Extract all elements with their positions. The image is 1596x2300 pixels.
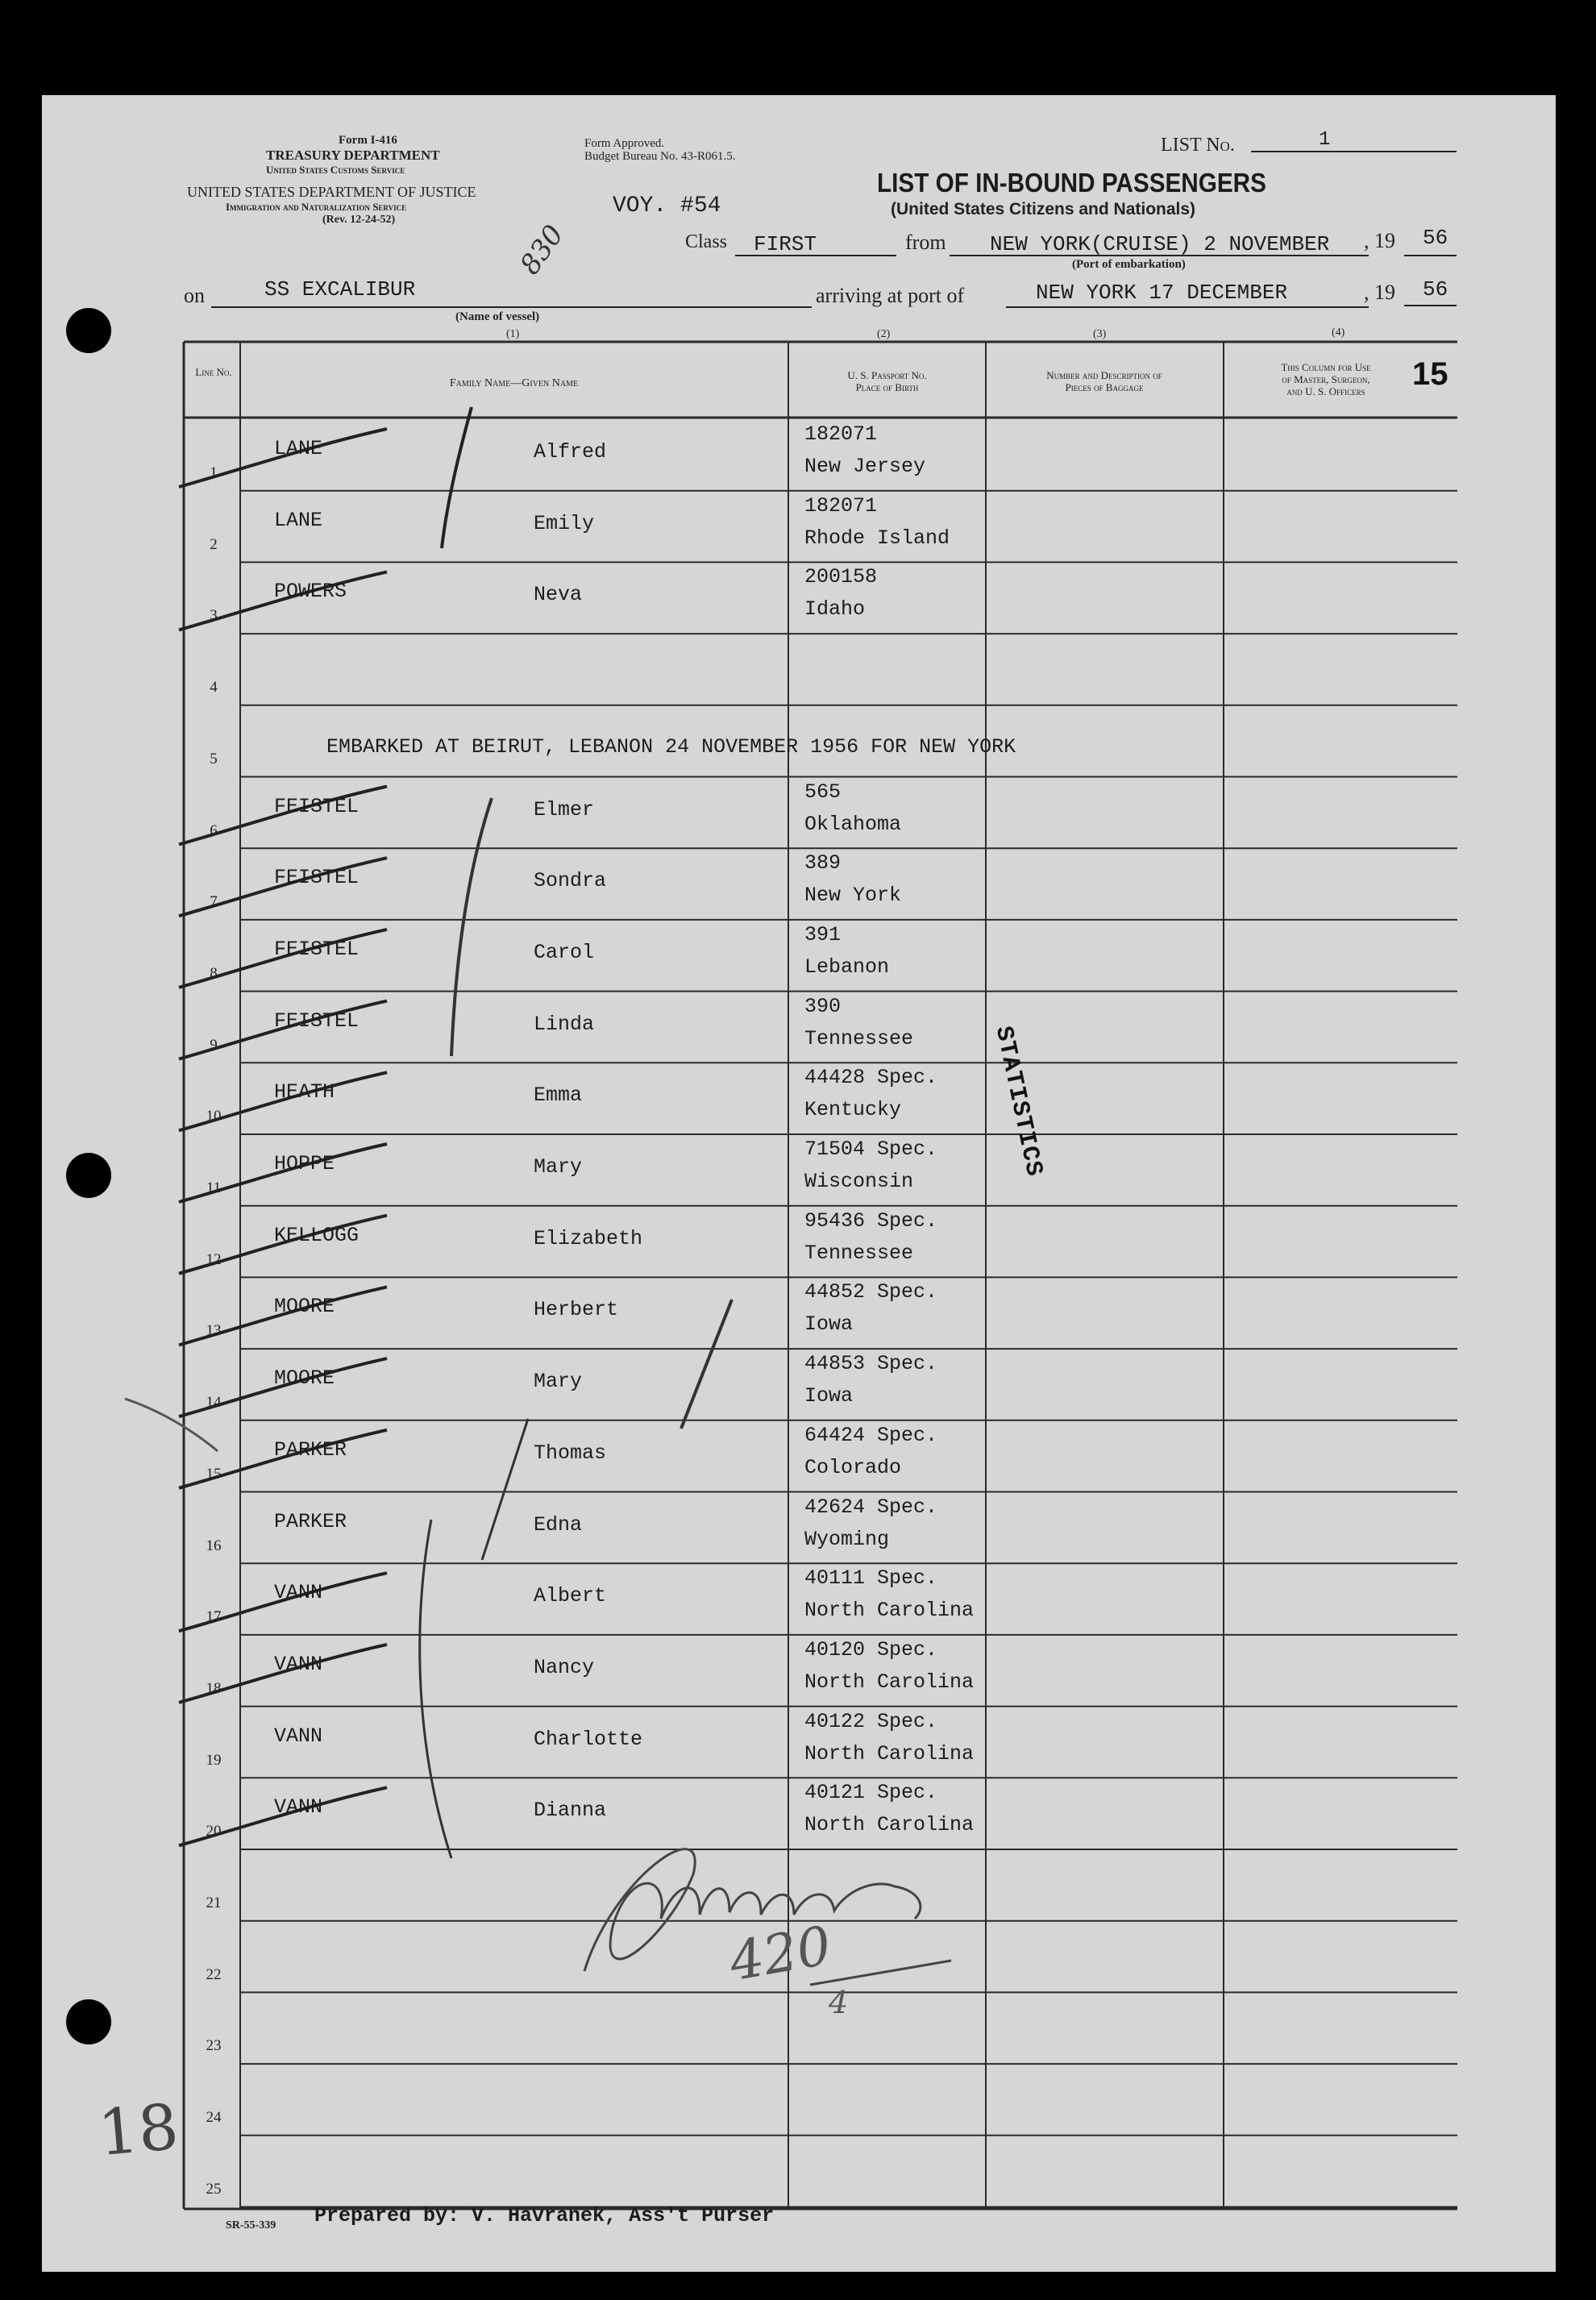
vessel-name: SS EXCALIBUR [264, 277, 416, 302]
port-embark-label: (Port of embarkation) [1072, 258, 1186, 271]
family-name: FEISTEL [274, 794, 360, 818]
place-of-birth: North Carolina [804, 1670, 975, 1694]
given-name: Herbert [534, 1298, 619, 1322]
row-line-number: 3 [210, 607, 218, 625]
row-line-number: 13 [206, 1322, 222, 1340]
form-number: Form I-416 [339, 134, 397, 147]
passport-number: 200158 [804, 565, 878, 589]
place-of-birth: Iowa [804, 1384, 854, 1408]
on-label: on [184, 284, 205, 307]
place-of-birth: Kentucky [804, 1098, 902, 1122]
row-line-number: 7 [210, 893, 218, 911]
passport-number: 71504 Spec. [804, 1138, 938, 1161]
given-name: Neva [534, 583, 583, 607]
family-name: KELLOGG [274, 1223, 360, 1247]
family-name: HEATH [274, 1080, 335, 1104]
given-name: Emily [534, 511, 595, 535]
place-of-birth: Iowa [804, 1312, 854, 1337]
row-line-number: 11 [206, 1179, 222, 1196]
passport-number: 182071 [804, 422, 878, 446]
row-line-number: 6 [210, 821, 218, 839]
family-name: VANN [274, 1652, 323, 1676]
officer-mark-15: 15 [1412, 356, 1448, 392]
col-num-2: (2) [877, 328, 891, 340]
given-name: Alfred [534, 440, 607, 464]
class-label: Class [685, 231, 728, 252]
bracket-mark-3 [420, 1520, 451, 1858]
from-label: from [905, 231, 946, 254]
passport-number: 44852 Spec. [804, 1280, 938, 1304]
row-line-number: 2 [210, 535, 218, 553]
col-header-name: Family Name—Given Name [449, 377, 579, 389]
given-name: Elizabeth [534, 1226, 643, 1250]
place-of-birth: North Carolina [804, 1599, 975, 1623]
list-subtitle: (United States Citizens and Nationals) [891, 200, 1196, 218]
family-name: MOORE [274, 1366, 335, 1391]
family-name: FEISTEL [274, 1009, 360, 1033]
given-name: Linda [534, 1012, 595, 1036]
family-name: MOORE [274, 1295, 335, 1319]
row-line-number: 22 [206, 1965, 222, 1983]
family-name: HOPPE [274, 1152, 335, 1175]
row-line-number: 16 [206, 1537, 222, 1554]
margin-tick [125, 1399, 218, 1451]
given-name: Edna [534, 1512, 583, 1537]
row-line-number: 14 [206, 1394, 222, 1412]
arriving-value: NEW YORK 17 DECEMBER [1036, 281, 1288, 305]
col-header-baggage-2: Pieces of Baggage [1065, 381, 1144, 393]
year-value-1: 56 [1423, 226, 1448, 250]
place-of-birth: Idaho [804, 597, 866, 622]
family-name: VANN [274, 1724, 323, 1748]
given-name: Nancy [534, 1655, 595, 1679]
given-name: Sondra [534, 869, 607, 893]
family-name: VANN [274, 1581, 323, 1605]
arriving-label: arriving at port of [816, 284, 965, 307]
given-name: Thomas [534, 1441, 607, 1465]
slash-mark-1 [681, 1300, 732, 1429]
passport-number: 44428 Spec. [804, 1066, 938, 1090]
place-of-birth: North Carolina [804, 1813, 975, 1837]
given-name: Charlotte [534, 1727, 643, 1751]
prepared-by: Prepared by: V. Havranek, Ass't Purser [314, 2204, 775, 2227]
passport-number: 391 [804, 922, 842, 946]
passport-number: 40121 Spec. [804, 1781, 938, 1805]
passport-number: 40111 Spec. [804, 1566, 938, 1591]
row-line-number: 15 [206, 1465, 222, 1483]
family-name: FEISTEL [274, 937, 360, 961]
voyage-number: VOY. #54 [613, 193, 721, 218]
col-header-line-no: Line No. [195, 366, 232, 378]
family-name: PARKER [274, 1437, 347, 1462]
given-name: Elmer [534, 797, 595, 821]
row-line-number: 4 [210, 679, 218, 697]
col-num-1: (1) [506, 328, 520, 340]
row-line-number: 5 [210, 750, 218, 767]
row-line-number: 9 [210, 1036, 218, 1054]
margin-number-18: 18 [95, 2090, 181, 2171]
given-name: Mary [534, 1155, 583, 1179]
row-line-number: 1 [210, 464, 218, 481]
form-approved: Form Approved. [584, 137, 665, 150]
customs-service: United States Customs Service [266, 164, 405, 176]
row-line-number: 25 [206, 2180, 222, 2198]
row-line-number: 19 [206, 1751, 222, 1769]
embarked-note: EMBARKED AT BEIRUT, LEBANON 24 NOVEMBER 1956 FOR NEW YORK [326, 735, 1016, 759]
signature-scrawl [584, 1849, 921, 1971]
given-name: Carol [534, 940, 595, 964]
bracket-mark-1 [442, 407, 472, 548]
form-code: SR-55-339 [226, 2219, 276, 2231]
place-of-birth: Rhode Island [804, 526, 950, 550]
passport-number: 390 [804, 994, 842, 1018]
passport-number: 565 [804, 780, 842, 804]
given-name: Dianna [534, 1799, 607, 1823]
col-header-officers-3: and U. S. Officers [1286, 385, 1365, 397]
treasury-dept: TREASURY DEPARTMENT [266, 148, 440, 163]
col-num-4: (4) [1332, 326, 1345, 339]
year-prefix-1: , 19 [1364, 229, 1395, 252]
family-name: LANE [274, 508, 323, 532]
year-prefix-2: , 19 [1364, 281, 1395, 304]
passport-number: 42624 Spec. [804, 1495, 938, 1519]
family-name: VANN [274, 1795, 323, 1820]
handwritten-830: 830 [513, 218, 571, 281]
place-of-birth: Lebanon [804, 955, 890, 979]
place-of-birth: North Carolina [804, 1741, 975, 1766]
passport-number: 64424 Spec. [804, 1423, 938, 1447]
row-line-number: 24 [206, 2109, 222, 2127]
col-header-officers-1: This Column for Use [1281, 361, 1371, 373]
place-of-birth: Tennessee [804, 1241, 914, 1265]
slash-mark-2 [482, 1419, 528, 1560]
row-line-number: 20 [206, 1823, 222, 1840]
place-of-birth: Oklahoma [804, 812, 902, 836]
list-no-value: 1 [1319, 129, 1331, 151]
class-value: FIRST [754, 232, 817, 256]
row-line-number: 10 [206, 1108, 222, 1125]
col-header-passport-2: Place of Birth [855, 381, 919, 393]
budget-bureau: Budget Bureau No. 43-R061.5. [584, 150, 736, 163]
from-value: NEW YORK(CRUISE) 2 NOVEMBER [990, 232, 1330, 256]
statistics-stamp: STATISTICS [988, 1024, 1048, 1179]
passport-number: 40120 Spec. [804, 1637, 938, 1662]
place-of-birth: New York [804, 884, 902, 908]
col-num-3: (3) [1093, 328, 1107, 340]
immigration-service: Immigration and Naturalization Service [226, 201, 407, 213]
row-line-number: 17 [206, 1608, 222, 1626]
list-no-label: LIST No. [1161, 135, 1235, 156]
row-line-number: 8 [210, 964, 218, 982]
family-name: PARKER [274, 1509, 347, 1533]
passport-number: 182071 [804, 493, 878, 518]
given-name: Albert [534, 1584, 607, 1608]
col-header-officers-2: of Master, Surgeon, [1282, 373, 1370, 385]
passport-number: 40122 Spec. [804, 1709, 938, 1733]
place-of-birth: Wisconsin [804, 1170, 914, 1193]
passport-number: 389 [804, 851, 842, 875]
row-line-number: 18 [206, 1679, 222, 1697]
revision-date: (Rev. 12-24-52) [322, 214, 396, 226]
place-of-birth: Wyoming [804, 1527, 890, 1551]
year-value-2: 56 [1423, 277, 1448, 302]
justice-dept: UNITED STATES DEPARTMENT OF JUSTICE [187, 184, 476, 200]
row-line-number: 12 [206, 1250, 222, 1268]
col-header-baggage-1: Number and Description of [1046, 369, 1162, 381]
handwritten-4: 4 [829, 1985, 849, 2020]
place-of-birth: New Jersey [804, 455, 926, 478]
handwritten-420: 420 [725, 1914, 836, 1994]
place-of-birth: Colorado [804, 1455, 902, 1479]
vessel-label: (Name of vessel) [455, 310, 540, 323]
signature-underline [810, 1961, 951, 1985]
place-of-birth: Tennessee [804, 1026, 914, 1050]
row-line-number: 21 [206, 1894, 222, 1911]
row-line-number: 23 [206, 2037, 222, 2055]
family-name: FEISTEL [274, 866, 360, 890]
list-title: LIST OF IN-BOUND PASSENGERS [877, 168, 1266, 198]
passport-number: 44853 Spec. [804, 1352, 938, 1376]
family-name: LANE [274, 437, 323, 460]
given-name: Mary [534, 1370, 583, 1394]
family-name: POWERS [274, 580, 347, 604]
passport-number: 95436 Spec. [804, 1208, 938, 1233]
col-header-passport-1: U. S. Passport No. [847, 369, 927, 381]
given-name: Emma [534, 1083, 583, 1108]
bracket-mark-2 [451, 798, 492, 1056]
